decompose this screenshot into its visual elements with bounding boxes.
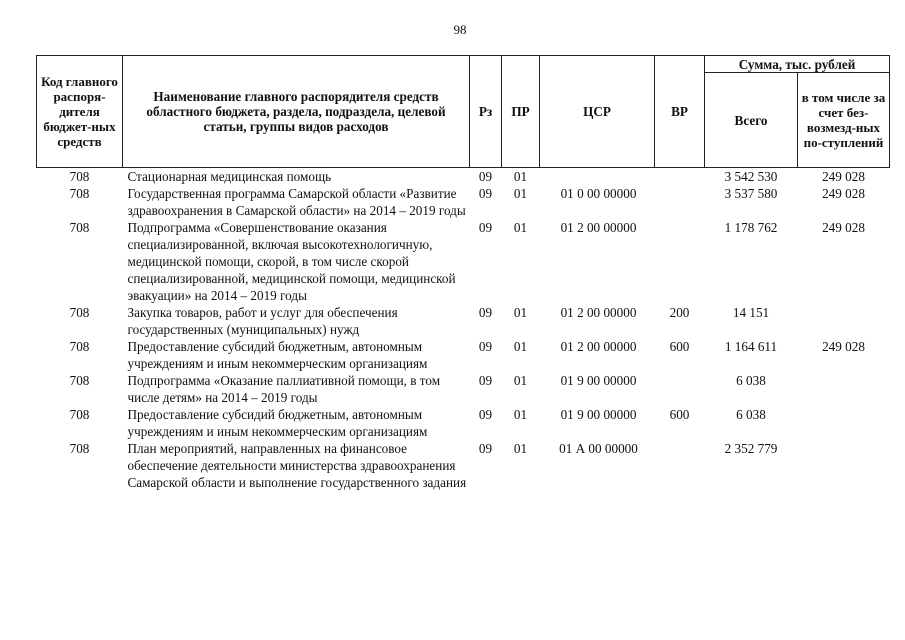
cell-code: 708 <box>69 441 90 456</box>
cell-csr: 01 2 00 00000 <box>560 220 637 235</box>
header-vr: ВР <box>655 56 705 168</box>
cell-rz: 09 <box>478 169 493 184</box>
cell-name: Подпрограмма «Совершенствование оказания специализированной, включая высокотехнологичную, медицинской помощи, скорой, в том числе скорой специализированной, медицинской помощи, медицинской эвакуации» на 2014 – 2019 годы <box>127 220 456 303</box>
cell-total: 3 537 580 <box>724 186 778 201</box>
cell-code: 708 <box>69 339 90 354</box>
cell-vr: 600 <box>669 407 690 422</box>
cell-free: 249 028 <box>822 339 865 354</box>
table-row <box>37 185 890 219</box>
cell-code: 708 <box>69 186 90 201</box>
cell-code: 708 <box>69 305 90 320</box>
cell-code: 708 <box>69 373 90 388</box>
cell-total: 6 038 <box>736 373 766 388</box>
cell-pr: 01 <box>513 220 528 235</box>
header-sum: Сумма, тыс. рублей <box>705 56 890 73</box>
cell-csr: 01 0 00 00000 <box>560 186 637 201</box>
cell-free: 249 028 <box>822 169 865 184</box>
cell-free <box>798 372 890 406</box>
cell-pr: 01 <box>513 305 528 320</box>
cell-code: 708 <box>69 220 90 235</box>
table-row <box>37 338 890 372</box>
cell-rz: 09 <box>478 441 493 456</box>
header-pr: ПР <box>502 56 540 168</box>
cell-total: 14 151 <box>732 305 770 320</box>
cell-rz: 09 <box>478 186 493 201</box>
cell-total: 2 352 779 <box>724 441 778 456</box>
cell-vr <box>655 168 705 186</box>
cell-pr: 01 <box>513 373 528 388</box>
table-row <box>37 372 890 406</box>
cell-csr: 01 2 00 00000 <box>560 305 637 320</box>
header-code: Код главного распоря-дителя бюджет-ных средств <box>37 56 123 168</box>
cell-vr: 200 <box>669 305 690 320</box>
cell-name: Государственная программа Самарской области «Развитие здравоохранения в Самарской области» на 2014 – 2019 годы <box>127 186 466 218</box>
cell-total: 1 178 762 <box>724 220 778 235</box>
cell-rz: 09 <box>478 305 493 320</box>
cell-name: Стационарная медицинская помощь <box>127 169 332 184</box>
budget-table <box>36 55 890 491</box>
table-row <box>37 168 890 186</box>
cell-code: 708 <box>69 407 90 422</box>
cell-code: 708 <box>69 169 90 184</box>
cell-name: Предоставление субсидий бюджетным, автономным учреждениям и иным некоммерческим организациям <box>127 407 428 439</box>
cell-rz: 09 <box>478 220 493 235</box>
page-number: 98 <box>453 22 467 37</box>
header-name: Наименование главного распорядителя средств областного бюджета, раздела, подраздела, целевой статьи, группы видов расходов <box>123 56 470 168</box>
cell-pr: 01 <box>513 441 528 456</box>
cell-vr <box>655 372 705 406</box>
cell-vr <box>655 219 705 304</box>
cell-pr: 01 <box>513 169 528 184</box>
cell-name: Предоставление субсидий бюджетным, автономным учреждениям и иным некоммерческим организациям <box>127 339 428 371</box>
cell-free: 249 028 <box>822 220 865 235</box>
table-row <box>37 219 890 304</box>
table-row <box>37 406 890 440</box>
header-rz: Рз <box>470 56 502 168</box>
cell-total: 3 542 530 <box>724 169 778 184</box>
table-header <box>37 56 890 168</box>
cell-csr: 01 2 00 00000 <box>560 339 637 354</box>
cell-free: 249 028 <box>822 186 865 201</box>
cell-rz: 09 <box>478 407 493 422</box>
table-row <box>37 440 890 491</box>
cell-csr: 01 А 00 00000 <box>559 441 638 456</box>
cell-name: Закупка товаров, работ и услуг для обеспечения государственных (муниципальных) нужд <box>127 305 398 337</box>
cell-csr <box>540 168 655 186</box>
cell-rz: 09 <box>478 339 493 354</box>
table-row <box>37 304 890 338</box>
cell-free <box>798 440 890 491</box>
cell-pr: 01 <box>513 407 528 422</box>
cell-vr: 600 <box>669 339 690 354</box>
cell-name: План мероприятий, направленных на финансовое обеспечение деятельности министерства здравоохранения Самарской области и выполнение государственного задания <box>127 441 467 490</box>
table-body <box>37 168 890 492</box>
cell-total: 6 038 <box>736 407 766 422</box>
cell-free <box>798 304 890 338</box>
cell-rz: 09 <box>478 373 493 388</box>
cell-csr: 01 9 00 00000 <box>560 373 637 388</box>
cell-vr <box>655 185 705 219</box>
cell-vr <box>655 440 705 491</box>
cell-pr: 01 <box>513 339 528 354</box>
cell-pr: 01 <box>513 186 528 201</box>
header-free: в том числе за счет без-возмезд-ных по-ступлений <box>798 73 890 168</box>
header-csr: ЦСР <box>540 56 655 168</box>
cell-free <box>798 406 890 440</box>
cell-total: 1 164 611 <box>724 339 778 354</box>
cell-csr: 01 9 00 00000 <box>560 407 637 422</box>
cell-name: Подпрограмма «Оказание паллиативной помощи, в том числе детям» на 2014 – 2019 годы <box>127 373 441 405</box>
header-total: Всего <box>705 73 798 168</box>
